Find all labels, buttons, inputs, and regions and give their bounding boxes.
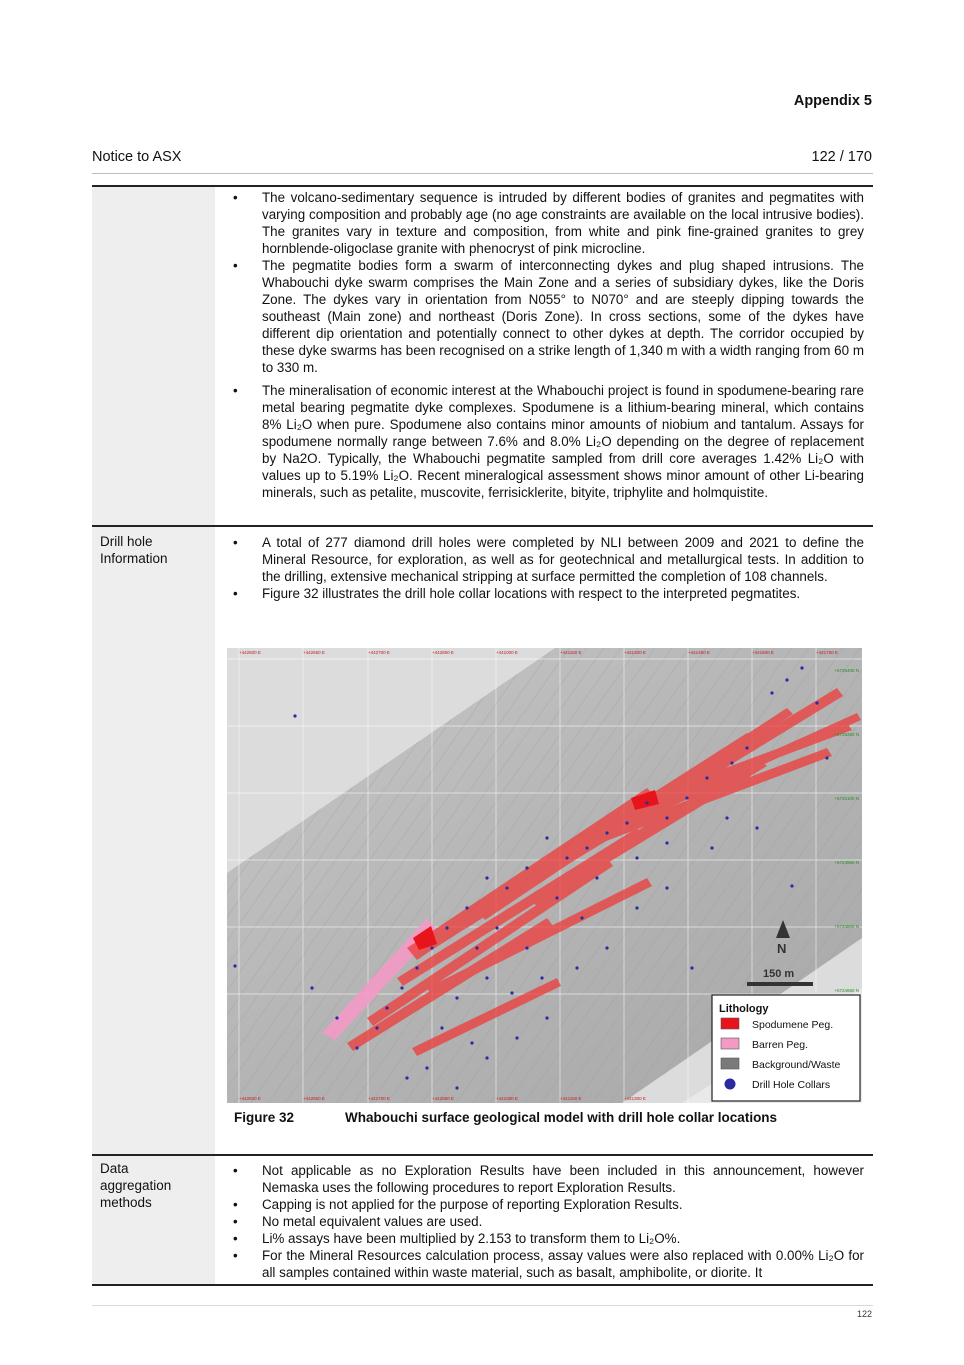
aggregation-bullets	[228, 1162, 864, 1281]
legend-label: Drill Hole Collars	[752, 1079, 831, 1091]
label-column-drill	[92, 527, 215, 1154]
header-rule	[92, 173, 873, 174]
easting-label: +442650 E	[303, 1096, 325, 1101]
list-item: • Li% assays have been multiplied by 2.153 to transform them to Li₂O%.	[228, 1230, 864, 1247]
list-item: • The volcano-sedimentary sequence is intruded by different bodies of granites and pegmatites with varying composition and probably age (no age constraints are available on the local intrusive bodies). The granites vary in texture and composition, from white and pink fine-grained granites to grey hornblende-oligoclase granite with phenocryst of pink microcline.	[228, 189, 864, 257]
footer-page-number: 122	[856, 1309, 872, 1319]
legend-label: Barren Peg.	[752, 1039, 809, 1051]
easting-label: +442700 E	[368, 1096, 390, 1101]
northing-label: +5724650 N	[834, 988, 859, 993]
list-item: • For the Mineral Resources calculation process, assay values were also replaced with 0.00% Li₂O for all samples contained within waste material, such as basalt, amphibolite, or diorite. It	[228, 1247, 864, 1281]
list-item: • Capping is not applied for the purpose of reporting Exploration Results.	[228, 1196, 864, 1213]
easting-label: +441750 E	[816, 650, 838, 655]
list-item: • Figure 32 illustrates the drill hole collar locations with respect to the interpreted pegmatites.	[228, 585, 864, 602]
easting-label: +442600 E	[239, 1096, 261, 1101]
easting-label: +441450 E	[688, 650, 710, 655]
page-counter: 122 / 170	[811, 149, 872, 165]
appendix-title: Appendix 5	[793, 93, 872, 109]
legend-swatch-spodumene	[721, 1018, 739, 1029]
easting-label: +442700 E	[368, 650, 390, 655]
figure-number: Figure 32	[234, 1110, 295, 1125]
easting-label: +442850 E	[432, 650, 454, 655]
legend-swatch-barren	[721, 1038, 739, 1049]
easting-label: +441300 E	[624, 650, 646, 655]
northing-label: +5725100 N	[834, 796, 859, 801]
legend-title: Lithology	[719, 1003, 769, 1015]
label-line: Drill hole	[100, 534, 153, 549]
legend	[712, 995, 860, 1101]
data-aggregation-label	[100, 1160, 210, 1211]
northing-label: +5725400 N	[834, 668, 859, 673]
map-svg	[227, 648, 862, 1103]
label-line: Data	[100, 1161, 129, 1176]
northing-label: +5724800 N	[834, 924, 859, 929]
row-rule-3	[92, 1284, 873, 1286]
label-line: Information	[100, 551, 168, 566]
geological-map-figure	[227, 648, 862, 1103]
scale-label: 150 m	[763, 968, 795, 980]
list-item: • Not applicable as no Exploration Results have been included in this announcement, however Nemaska uses the following procedures to report Exploration Results.	[228, 1162, 864, 1196]
easting-label: +441150 E	[560, 650, 582, 655]
legend-label: Background/Waste	[752, 1059, 841, 1071]
legend-collar-dot-icon	[725, 1079, 736, 1090]
northing-label: +5725250 N	[834, 732, 859, 737]
easting-label: +441600 E	[752, 650, 774, 655]
list-item: • No metal equivalent values are used.	[228, 1213, 864, 1230]
label-column-geology	[92, 187, 215, 525]
easting-label: +441000 E	[496, 1096, 518, 1101]
north-label: N	[777, 941, 787, 956]
easting-label: +442600 E	[239, 650, 261, 655]
label-line: methods	[100, 1195, 152, 1210]
figure-caption: Whabouchi surface geological model with drill hole collar locations	[345, 1110, 778, 1125]
easting-label: +442650 E	[303, 650, 325, 655]
scale-bar	[747, 982, 813, 986]
list-item: • The mineralisation of economic interest at the Whabouchi project is found in spodumene-bearing rare metal bearing pegmatite dyke complexes. Spodumene is a lithium-bearing mineral, which contains 8% Li₂O when pure. Spodumene also contains minor amounts of niobium and tantalum. Assays for spodumene normally range between 7.6% and 8.0% Li₂O depending on the degree of replacement by Na2O. Typically, the Whabouchi pegmatite sampled from drill core averages 1.42% Li₂O with values up to 5.19% Li₂O. Recent mineralogical assessment shows minor amount of other Li-bearing minerals, such as petalite, muscovite, ferrisicklerite, bityite, triphylite and holmquistite.	[228, 382, 864, 501]
geology-bullets	[228, 189, 864, 501]
label-line: aggregation	[100, 1178, 172, 1193]
list-item: • A total of 277 diamond drill holes were completed by NLI between 2009 and 2021 to define the Mineral Resource, for exploration, as well as for geotechnical and metallurgical tests. In addition to the drilling, extensive mechanical stripping at surface permitted the completion of 108 channels.	[228, 534, 864, 585]
easting-label: +441000 E	[496, 650, 518, 655]
northing-label: +5724950 N	[834, 860, 859, 865]
easting-label: +441150 E	[560, 1096, 582, 1101]
easting-label: +442850 E	[432, 1096, 454, 1101]
list-item: • The pegmatite bodies form a swarm of interconnecting dykes and plug shaped intrusions. The Whabouchi dyke swarm comprises the Main Zone and a series of subsidiary dykes, like the Doris Zone. The dykes vary in orientation from N055° to N070° and are steeply dipping towards the southeast (Main zone) and northeast (Doris Zone). In cross sections, some of the dykes have different dip orientation and potentially connect to other dykes at depth. The corridor occupied by these dyke swarms has been recognised on a strike length of 1,340 m with a width ranging from 60 m to 330 m.	[228, 257, 864, 376]
drill-hole-label	[100, 533, 210, 567]
document-title: Notice to ASX	[92, 149, 182, 165]
easting-label: +441300 E	[624, 1096, 646, 1101]
footer-rule	[92, 1305, 873, 1306]
legend-swatch-background	[721, 1058, 739, 1069]
legend-label: Spodumene Peg.	[752, 1019, 834, 1031]
drill-bullets	[228, 534, 864, 602]
